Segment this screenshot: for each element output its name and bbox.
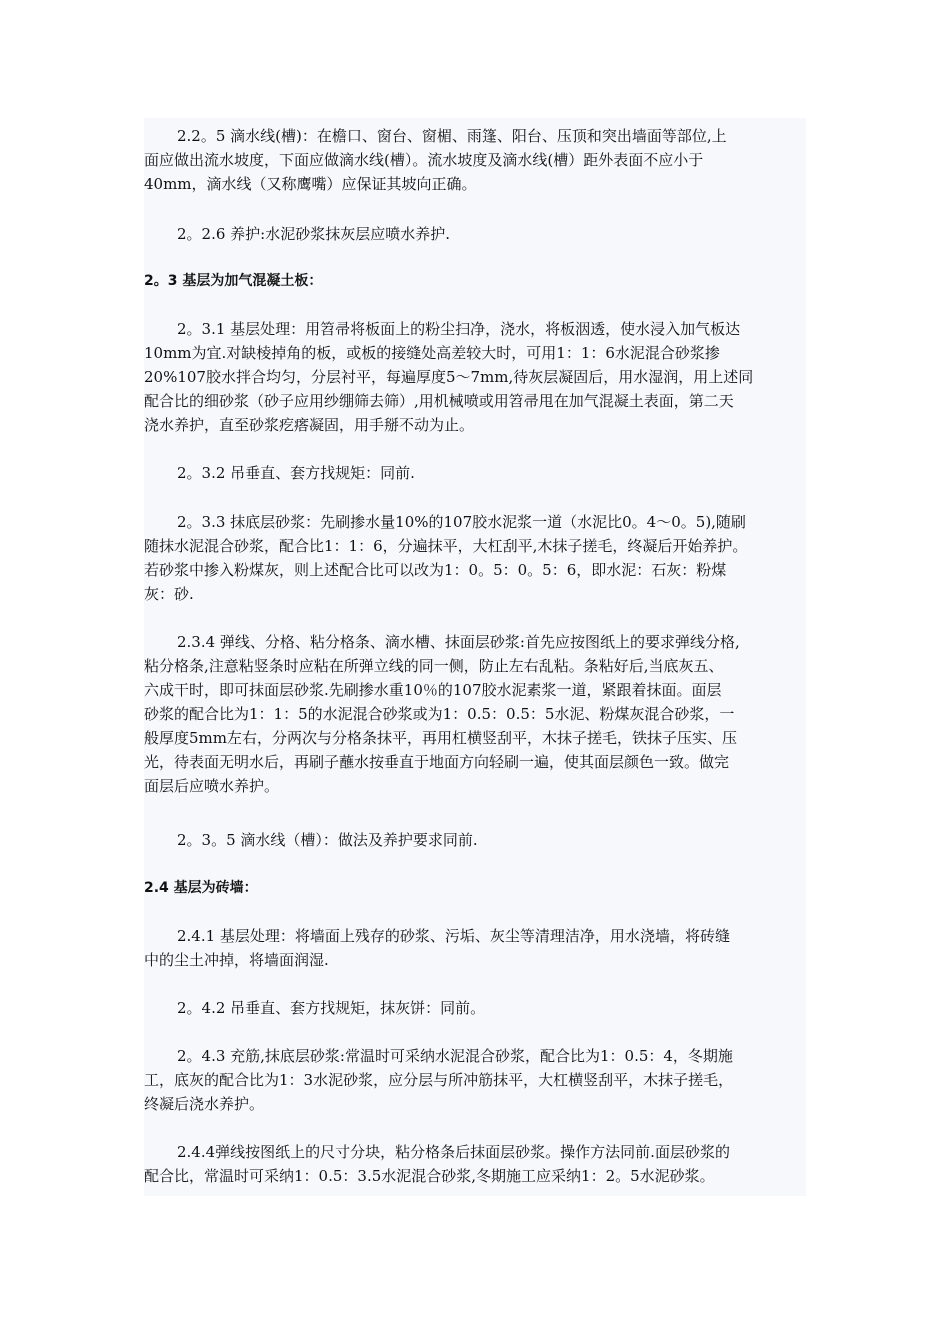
text-line: 般厚度5mm左右，分两次与分格条抹平，再用杠横竖刮平，木抹子搓毛，铁抹子压实、压: [144, 729, 737, 747]
paragraph-2-4-4: [144, 1140, 820, 1188]
text-line: 若砂浆中掺入粉煤灰，则上述配合比可以改为1：0。5：0。5：6，即水泥：石灰：粉煤: [144, 561, 727, 579]
text-line: 面应做出流水坡度，下面应做滴水线(槽）。流水坡度及滴水线(槽）距外表面不应小于: [144, 151, 704, 169]
text-line: 工，底灰的配合比为1：3水泥砂浆，应分层与所冲筋抹平，大杠横竖刮平，木抹子搓毛，: [144, 1071, 734, 1089]
text-line: 2。4.2 吊垂直、套方找规矩，抹灰饼：同前。: [177, 999, 486, 1017]
text-line: 2。3.2 吊垂直、套方找规矩：同前.: [177, 464, 415, 482]
text-line: 中的尘土冲掉，将墙面润湿.: [144, 951, 329, 969]
text-line: 终凝后浇水养护。: [144, 1095, 265, 1113]
paragraph-2-3-3: [144, 510, 820, 606]
text-line: 2。3.1 基层处理：用笤帚将板面上的粉尘扫净，浇水，将板洇透，使水浸入加气板达: [177, 320, 741, 338]
text-line: 浇水养护，直至砂浆疙瘩凝固，用手掰不动为止。: [144, 416, 475, 434]
text-line: 随抹水泥混合砂浆，配合比1：1：6，分遍抹平，大杠刮平,木抹子搓毛，终凝后开始养护。: [144, 537, 748, 555]
text-line: 2.3.4 弹线、分格、粘分格条、滴水槽、抹面层砂浆:首先应按图纸上的要求弹线分格,: [177, 633, 740, 651]
paragraph-2-3-2: [144, 461, 820, 485]
text-line: 2。3.3 抹底层砂浆：先刷掺水量10%的107胶水泥浆一道（水泥比0。4～0。5),随刷: [177, 513, 746, 531]
text-line: 配合比的细砂浆（砂子应用纱绷筛去筛）,用机械喷或用笤帚甩在加气混凝土表面，第二天: [144, 392, 734, 410]
paragraph-2-3-5: [144, 828, 820, 852]
text-line: 光，待表面无明水后，再刷子蘸水按垂直于地面方向轻刷一遍，使其面层颜色一致。做完: [144, 753, 730, 771]
text-line: 砂浆的配合比为1：1：5的水泥混合砂浆或为1：0.5：0.5：5水泥、粉煤灰混合砂浆，一: [144, 705, 735, 723]
paragraph-2-4-1: [144, 924, 820, 972]
text-line: 灰：砂.: [144, 585, 194, 603]
text-line: 2.4.4弹线按图纸上的尺寸分块，粘分格条后抹面层砂浆。操作方法同前.面层砂浆的: [177, 1143, 730, 1161]
paragraph-2-2-6: [144, 222, 820, 246]
text-line: 六成干时，即可抹面层砂浆.先刷掺水重10％的107胶水泥素浆一道，紧跟着抹面。面层: [144, 681, 722, 699]
section-heading-2-4: 2.4 基层为砖墙：: [144, 880, 258, 896]
paragraph-2-4-2: [144, 996, 820, 1020]
paragraph-2-2-5: [144, 124, 820, 196]
text-line: 2.4.1 基层处理：将墙面上残存的砂浆、污垢、灰尘等清理洁净，用水浇墙，将砖缝: [177, 927, 730, 945]
text-line: 面层后应喷水养护。: [144, 777, 280, 795]
text-line: 10mm为宜.对缺棱掉角的板，或板的接缝处高差较大时，可用1：1：6水泥混合砂浆掺: [144, 344, 720, 362]
text-line: 40mm，滴水线（又称鹰嘴）应保证其坡向正确。: [144, 175, 477, 193]
text-line: 粘分格条,注意粘竖条时应粘在所弹立线的同一侧，防止左右乱粘。条粘好后,当底灰五、: [144, 657, 724, 675]
text-line: 配合比，常温时可采纳1：0.5：3.5水泥混合砂浆,冬期施工应采纳1：2。5水泥砂浆。: [144, 1167, 715, 1185]
text-line: 2。3。5 滴水线（槽）：做法及养护要求同前.: [177, 831, 478, 849]
text-line: 2。2.6 养护:水泥砂浆抹灰层应喷水养护.: [177, 225, 450, 243]
text-line: 20%107胶水拌合均匀，分层衬平，每遍厚度5～7mm,待灰层凝固后，用水湿润，用上述同: [144, 368, 754, 386]
document-body: [144, 118, 806, 1196]
paragraph-2-3-1: [144, 317, 820, 437]
paragraph-2-3-4: [144, 630, 820, 798]
text-line: 2。4.3 充筋,抹底层砂浆:常温时可采纳水泥混合砂浆，配合比为1：0.5：4，冬期施: [177, 1047, 733, 1065]
section-heading-2-3: 2。3 基层为加气混凝土板：: [144, 273, 323, 289]
text-line: 2.2。5 滴水线(槽)：在檐口、窗台、窗楣、雨篷、阳台、压顶和突出墙面等部位,上: [177, 127, 727, 145]
paragraph-2-4-3: [144, 1044, 820, 1116]
